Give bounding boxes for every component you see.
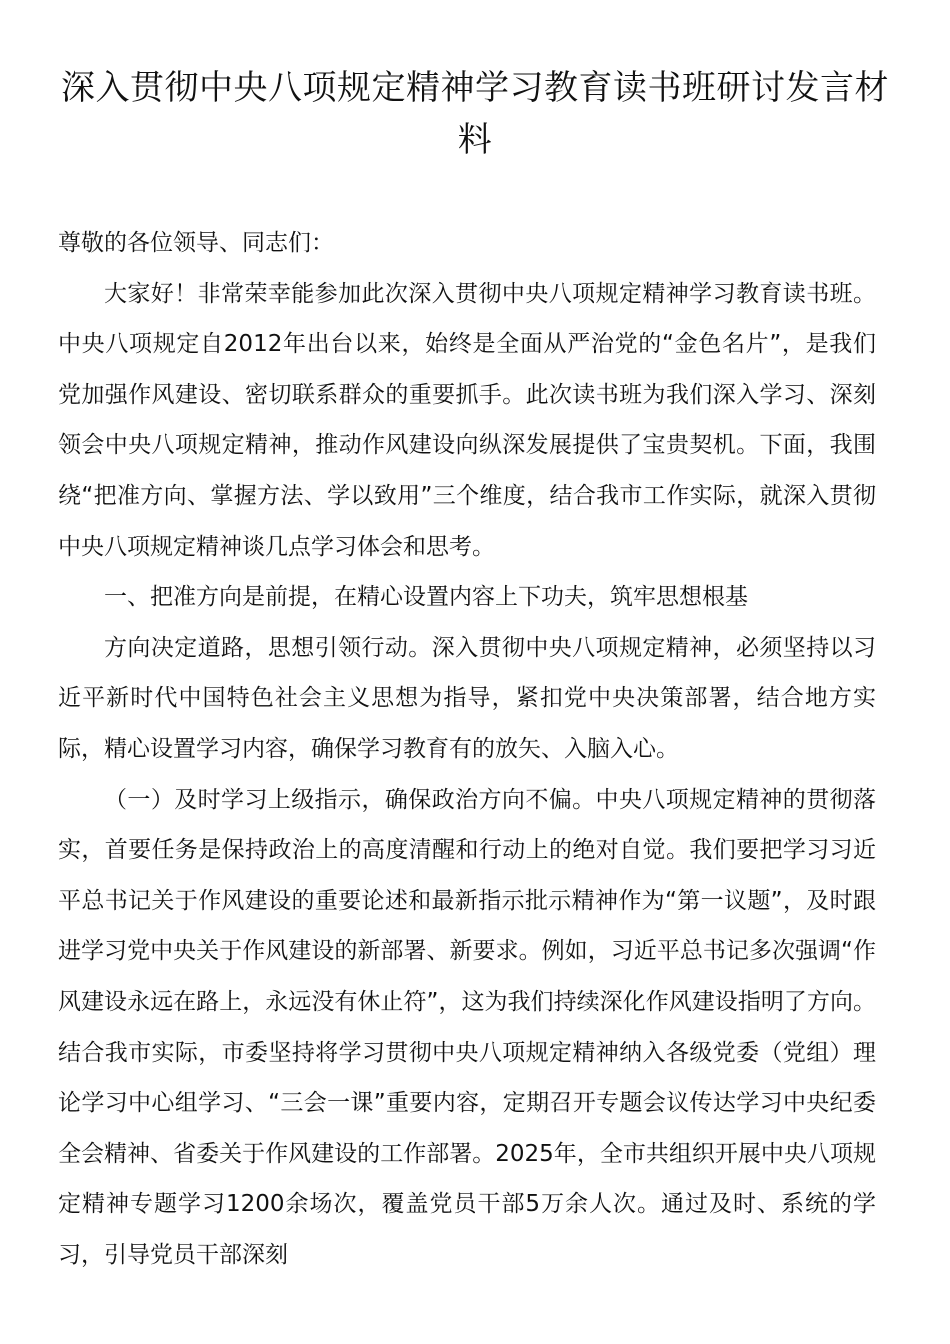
paragraph-section-1-intro: 方向决定道路，思想引领行动。深入贯彻中央八项规定精神，必须坚持以习近平新时代中国特色社会主义思想为指导，紧扣党中央决策部署，结合地方实际，精心设置学习内容，确保学习教育有的放矢、入脑入心。	[58, 634, 876, 762]
section-heading-1: 一、把准方向是前提，在精心设置内容上下功夫，筑牢思想根基	[104, 584, 748, 611]
salutation: 尊敬的各位领导、同志们：	[58, 230, 334, 256]
document-title: 深入贯彻中央八项规定精神学习教育读书班研讨发言材料	[61, 68, 889, 160]
paragraph-opening: 大家好！非常荣幸能参加此次深入贯彻中央八项规定精神学习教育读书班。中央八项规定自2012年出台以来，始终是全面从严治党的“金色名片”，是我们党加强作风建设、密切联系群众的重要抓手。此次读书班为我们深入学习、深刻领会中央八项规定精神，推动作风建设向纵深发展提供了宝贵契机。下面，我围绕“把准方向、掌握方法、学以致用”三个维度，结合我市工作实际，就深入贯彻中央八项规定精神谈几点学习体会和思考。	[58, 280, 876, 560]
document-body	[58, 218, 876, 1280]
paragraph-subsection-1: （一）及时学习上级指示，确保政治方向不偏。中央八项规定精神的贯彻落实，首要任务是保持政治上的高度清醒和行动上的绝对自觉。我们要把学习习近平总书记关于作风建设的重要论述和最新指示批示精神作为“第一议题”，及时跟进学习党中央关于作风建设的新部署、新要求。例如，习近平总书记多次强调“作风建设永远在路上，永远没有休止符”，这为我们持续深化作风建设指明了方向。结合我市实际，市委坚持将学习贯彻中央八项规定精神纳入各级党委（党组）理论学习中心组学习、“三会一课”重要内容，定期召开专题会议传达学习中央纪委全会精神、省委关于作风建设的工作部署。2025年，全市共组织开展中央八项规定精神专题学习1200余场次，覆盖党员干部5万余人次。通过及时、系统的学习，引导党员干部深刻	[58, 786, 876, 1268]
